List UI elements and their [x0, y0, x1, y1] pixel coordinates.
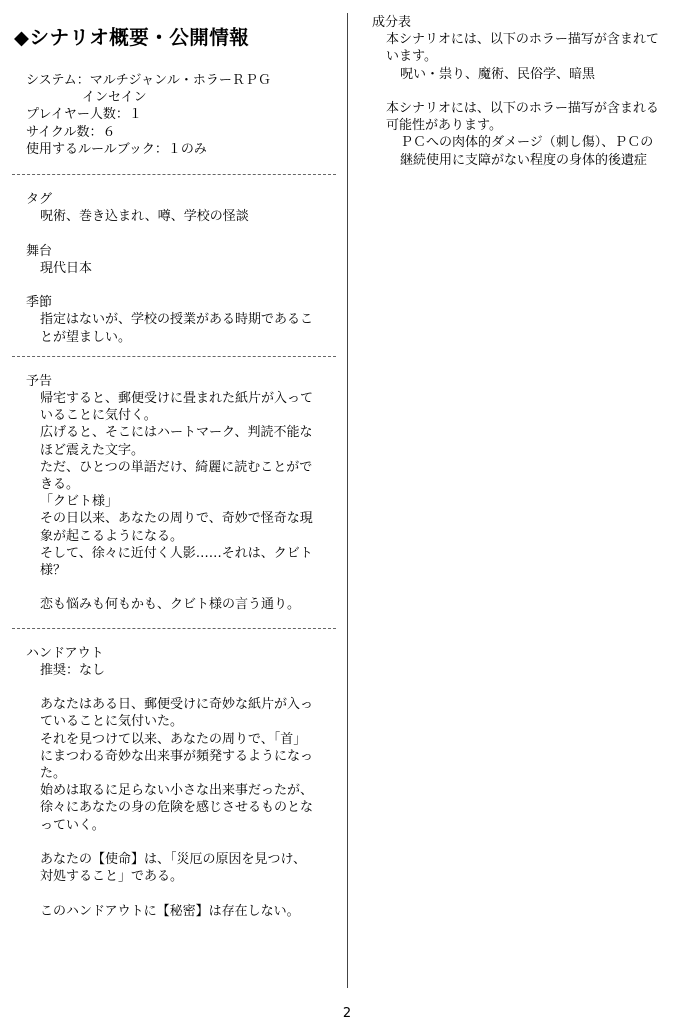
handout-line: それを見つけて以来、あなたの周りで、「首」 [40, 731, 307, 747]
preview-line: その日以来、あなたの周りで、奇妙で怪奇な現 [40, 511, 313, 527]
ingredients-included-line: います。 [386, 49, 437, 65]
season-heading: 季節 [26, 295, 53, 311]
preview-line: 帰宅すると、郵便受けに畳まれた紙片が入って [40, 391, 314, 407]
column-divider [347, 13, 348, 988]
handout-line: 始めは取るに足らない小さな出来事だったが、 [40, 783, 314, 799]
handout-line: あなたはある日、郵便受けに奇妙な紙片が入っ [40, 697, 314, 713]
season-line: 指定はないが、学校の授業がある時期であるこ [40, 312, 314, 328]
preview-heading: 予告 [26, 373, 53, 389]
ingredients-heading: 成分表 [372, 15, 412, 30]
handout-section [12, 645, 336, 920]
system-info [12, 72, 336, 158]
handout-line: た。 [40, 766, 67, 782]
handout-line: っていく。 [40, 817, 105, 833]
tags-section [12, 191, 336, 225]
rulebook-line: 使用するルールブック：１のみ [26, 141, 207, 157]
stage-section [12, 243, 336, 277]
system-name-line: インセイン [82, 90, 147, 106]
tags-body: 呪術、巻き込まれ、噂、学校の怪談 [40, 209, 249, 225]
preview-line: きる。 [40, 477, 80, 493]
page-title: ◆シナリオ概要・公開情報 [14, 26, 250, 49]
preview-closing: 恋も悩みも何もかも、クビト様の言う通り。 [40, 597, 301, 613]
ingredients-possible-line: 本シナリオには、以下のホラー描写が含まれる [386, 101, 659, 116]
ingredients-included-line: 本シナリオには、以下のホラー描写が含まれて [386, 32, 659, 48]
left-column [12, 22, 336, 920]
cycles-line: サイクル数：６ [26, 124, 116, 140]
handout-mission-line: 対処すること」である。 [40, 869, 184, 885]
right-column [372, 14, 684, 169]
handout-line: ていることに気付いた。 [40, 714, 184, 730]
handout-line: にまつわる奇妙な出来事が頻発するようになっ [40, 748, 314, 764]
stage-heading: 舞台 [26, 243, 53, 259]
handout-mission-line: あなたの【使命】は、「災厄の原因を見つけ、 [40, 852, 306, 868]
preview-line: 「クビト様」 [40, 494, 119, 510]
preview-line: 広げると、そこにはハートマーク、判読不能な [40, 425, 313, 441]
ingredients-included-items: 呪い・祟り、魔術、民俗学、暗黒 [400, 66, 596, 82]
preview-line: ほど震えた文字。 [40, 442, 145, 458]
season-section [12, 294, 336, 346]
ingredients-possible-item: ＰＣへの肉体的ダメージ（刺し傷）、ＰＣの [400, 135, 654, 151]
handout-secret-line: このハンドアウトに【秘密】は存在しない。 [40, 903, 300, 919]
system-line: システム：マルチジャンル・ホラーＲＰＧ [26, 73, 271, 88]
tags-heading: タグ [26, 192, 53, 208]
players-line: プレイヤー人数：１ [26, 107, 142, 123]
ingredients-possible-item: 継続使用に支障がない程度の身体的後遺症 [400, 152, 648, 168]
preview-line: ただ、ひとつの単語だけ、綺麗に読むことがで [40, 459, 313, 475]
ingredients-possible-line: 可能性があります。 [386, 118, 502, 134]
stage-body: 現代日本 [40, 260, 93, 276]
page-number: 2 [342, 1006, 352, 1021]
handout-heading: ハンドアウト [26, 645, 104, 661]
preview-line: 象が起こるようになる。 [40, 528, 184, 544]
handout-recommend: 推奨：なし [40, 662, 106, 678]
season-line: とが望ましい。 [40, 329, 132, 345]
preview-line: いることに気付く。 [40, 408, 157, 424]
preview-line: そして、徐々に近付く人影……それは、クビト [40, 545, 313, 561]
handout-line: 徐々にあなたの身の危険を感じさせるものとな [40, 800, 314, 816]
preview-section [12, 373, 336, 614]
preview-line: 様？ [40, 563, 67, 579]
